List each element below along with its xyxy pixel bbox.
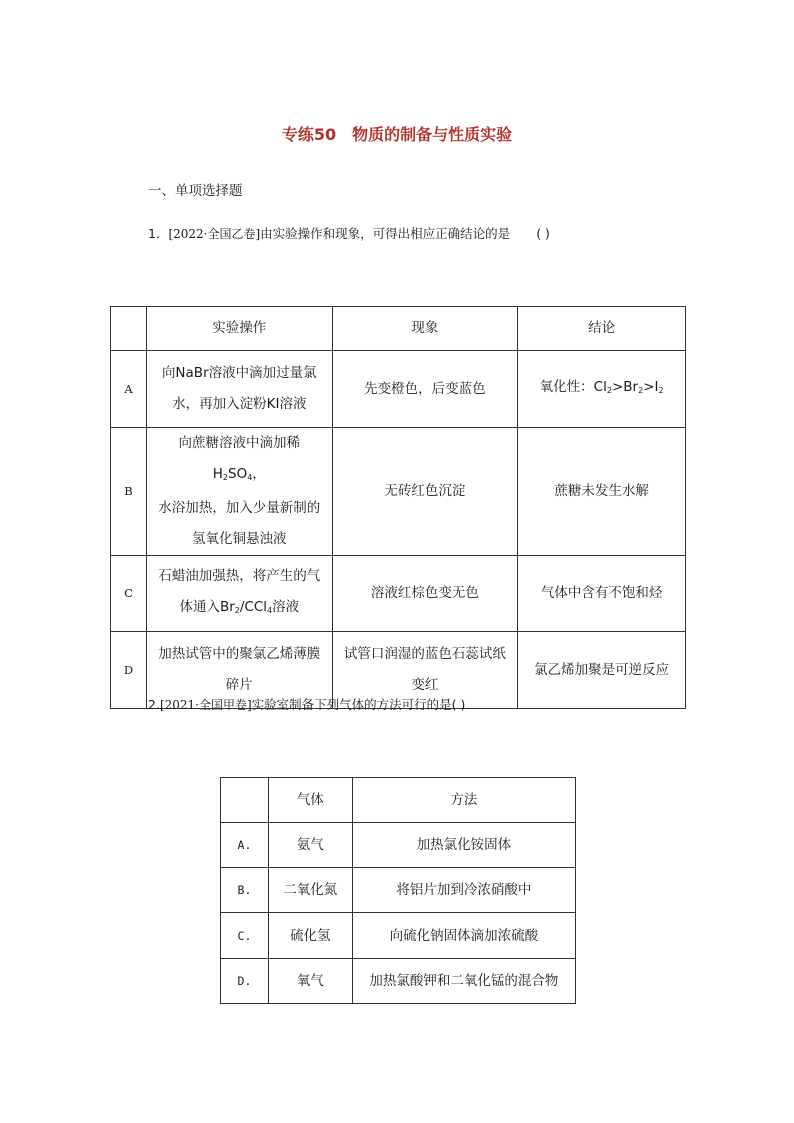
- gas-cell: 氧气: [268, 959, 352, 1004]
- table-header-row: [221, 778, 576, 823]
- cell-line: 水，再加入淀粉KI溶液: [172, 396, 307, 412]
- question-number: 2.: [148, 697, 160, 712]
- phenomenon-cell: 无砖红色沉淀: [332, 428, 518, 556]
- table-row: [221, 868, 576, 913]
- question-text: 实验室制备下列气体的方法可行的是: [251, 697, 452, 712]
- method-cell: 加热氯酸钾和二氧化锰的混合物: [352, 959, 575, 1004]
- question-2: [148, 695, 465, 713]
- table-row: [111, 428, 686, 556]
- cell-line: 向NaBr溶液中滴加过量氯: [161, 365, 317, 381]
- cell-line: 加热试管中的聚氯乙烯薄膜: [158, 646, 321, 662]
- conclusion-cell: 气体中含有不饱和烃: [518, 556, 686, 632]
- question-text: 由实验操作和现象，可得出相应正确结论的是: [260, 226, 511, 241]
- section-heading: 一、单项选择题: [148, 183, 243, 199]
- table-row: [221, 913, 576, 959]
- header-cell: 现象: [332, 307, 518, 351]
- experiment-table: [110, 306, 686, 709]
- method-cell: 向硫化钠固体滴加浓硫酸: [352, 913, 575, 959]
- question-number: 1．: [148, 226, 169, 241]
- answer-blank: ( ): [451, 697, 466, 712]
- row-label: B: [111, 428, 147, 556]
- page-title: [0, 122, 794, 145]
- cell-line: 变红: [411, 677, 439, 693]
- header-cell: 方法: [352, 778, 575, 823]
- header-cell: 结论: [518, 307, 686, 351]
- table-row: [111, 556, 686, 632]
- title-number: 专练50: [281, 125, 337, 144]
- table-row: [221, 823, 576, 868]
- table-header-row: [111, 307, 686, 351]
- option-label: C.: [221, 913, 269, 959]
- row-label: C: [111, 556, 147, 632]
- cell-line: 石蜡油加强热，将产生的气: [158, 568, 321, 584]
- gas-cell: 氨气: [268, 823, 352, 868]
- option-label: B.: [221, 868, 269, 913]
- operation-cell: [146, 556, 332, 632]
- header-cell: 实验操作: [146, 307, 332, 351]
- row-label: A: [111, 351, 147, 428]
- title-text: 物质的制备与性质实验: [352, 125, 513, 144]
- header-cell: 气体: [268, 778, 352, 823]
- conclusion-cell: 氯乙烯加聚是可逆反应: [518, 632, 686, 709]
- cell-line: 试管口润湿的蓝色石蕊试纸: [343, 646, 506, 662]
- question-source: [2022·全国乙卷]: [168, 227, 261, 241]
- table-row: [111, 351, 686, 428]
- phenomenon-cell: 溶液红棕色变无色: [332, 556, 518, 632]
- cell-line: 碎片: [225, 677, 253, 693]
- operation-cell: [146, 428, 332, 556]
- conclusion-cell: 氧化性：$Cl_2>Br_2>I_2$: [518, 351, 686, 428]
- cell-line: 向蔗糖溶液中滴加稀$H_2SO_4$，: [178, 435, 301, 482]
- gas-cell: 硫化氢: [268, 913, 352, 959]
- cell-line: 氢氧化铜悬浊液: [192, 531, 287, 547]
- gas-cell: 二氧化氮: [268, 868, 352, 913]
- question-source: [2021·全国甲卷]: [159, 698, 252, 712]
- conclusion-cell: 蔗糖未发生水解: [518, 428, 686, 556]
- gas-preparation-table: [220, 777, 576, 1004]
- cell-line: 水浴加热，加入少量新制的: [158, 500, 321, 516]
- phenomenon-cell: 先变橙色，后变蓝色: [332, 351, 518, 428]
- table-row: [221, 959, 576, 1004]
- method-cell: 将铝片加到冷浓硝酸中: [352, 868, 575, 913]
- method-cell: 加热氯化铵固体: [352, 823, 575, 868]
- option-label: D.: [221, 959, 269, 1004]
- cell-line: 体通入$Br_2/CCl_4$溶液: [179, 599, 300, 615]
- header-cell: [221, 778, 269, 823]
- row-label: D: [111, 632, 147, 709]
- operation-cell: [146, 351, 332, 428]
- answer-blank: ( ): [536, 226, 550, 241]
- header-cell: [111, 307, 147, 351]
- question-1: [148, 224, 550, 242]
- option-label: A.: [221, 823, 269, 868]
